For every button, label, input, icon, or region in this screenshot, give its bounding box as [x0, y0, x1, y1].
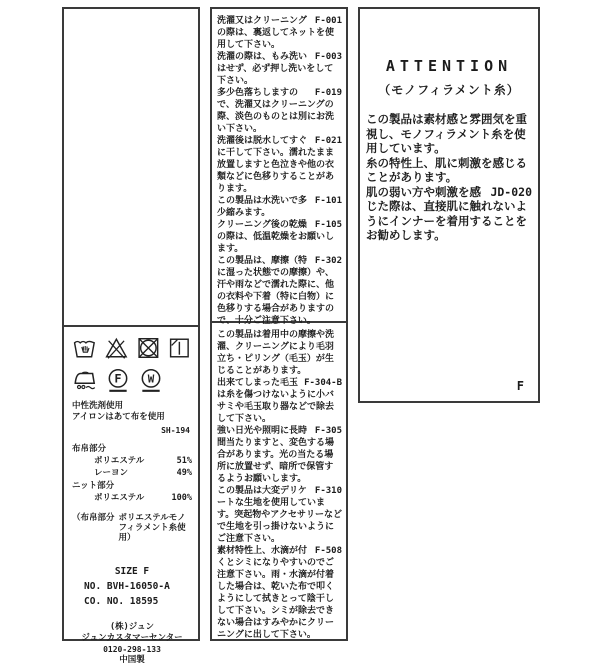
composition-panel — [62, 7, 200, 665]
composition-row — [94, 468, 192, 478]
material-name: レーヨン — [94, 468, 129, 478]
composition-row — [94, 456, 192, 466]
material-percent: 100% — [171, 493, 192, 503]
care-note-detergent: 中性洗剤使用 — [72, 401, 124, 411]
material-name: ポリエステル — [94, 456, 145, 466]
composition-note — [72, 513, 192, 543]
wet-clean-w-gentle-icon — [138, 367, 164, 393]
blank-area — [64, 9, 198, 327]
care-instruction-paragraph: F-021 洗濯後は脱水してすぐに干して下さい。濡れたまま放置しますと色泣きや他の衣類などに色移りすることがあります。 — [217, 136, 342, 194]
company-number: CO. NO. 18595 — [84, 596, 159, 607]
care-instruction-paragraph: JD-020 肌の弱い方や刺激を感じた際は、直接肌に触れないようにインナーを着用することをお勧めします。 — [366, 184, 532, 242]
care-instruction-paragraph: F-304-B 出来てしまった毛玉は糸を傷つけないように小バサミや毛玉取り器などで除去して下さい。 — [217, 378, 342, 424]
care-instructions-panel — [210, 7, 348, 641]
care-instruction-paragraph: F-019 多少色落ちしますので、洗濯又はクリーニングの際、淡色のものとは別にお洗い下さい。 — [217, 88, 342, 134]
care-instruction-paragraph: F-508 素材特性上、水滴が付くとシミになりやすいのでご注意下さい。雨・水滴が付着した場合は、乾いた布で叩くようにして拭きとって陰干しして下さい。シミが除去できない場合はすみやかにクリーニングに出して下さい。 — [217, 546, 342, 640]
attention-title: ATTENTION — [385, 57, 513, 75]
care-notes — [64, 399, 198, 422]
care-instruction-paragraph: F-001 洗濯又はクリーニングの際は、裏返してネットを使用して下さい。 — [217, 16, 342, 50]
maker-block — [72, 622, 192, 666]
care-instruction-paragraph: F-310 この製品は大変デリケートな生地を使用しています。突起物やアクセサリーなどで生地を引っ掛けないようにご注意下さい。 — [217, 486, 343, 544]
care-instruction-paragraph: F-101 この製品は水洗いで多少縮みます。 — [217, 196, 342, 218]
size-label: SIZE F — [114, 566, 150, 577]
material-percent: 49% — [176, 468, 192, 478]
composition-part-label: 布帛部分 — [72, 444, 107, 454]
attention-panel — [358, 7, 540, 403]
size-block — [72, 565, 192, 608]
material-percent: 51% — [176, 456, 192, 466]
attention-subtitle: （モノフィラメント糸） — [378, 83, 520, 97]
composition-row — [94, 493, 192, 503]
instruction-code: F-508 — [314, 546, 342, 556]
fabric-composition — [64, 435, 198, 666]
company-name: (株)ジュン — [109, 622, 155, 632]
composition-part-label: ニット部分 — [72, 481, 115, 491]
instruction-code: F-003 — [314, 52, 342, 62]
no-tumble-dry-icon — [136, 335, 161, 361]
care-instruction-paragraph: F-305 強い日光や照明に長時間当たりますと、変色する場合があります。光の当たる場所に放置せず、暗所で保管するようお願いします。 — [217, 426, 342, 484]
instruction-code: F-302 — [314, 256, 342, 266]
instruction-code: F-310 — [314, 486, 342, 496]
shade-hang-dry-icon — [167, 335, 192, 361]
care-instruction-paragraph: F-003 洗濯の際は、もみ洗いはせず、必ず押し洗いをして下さい。 — [217, 52, 342, 86]
care-note-iron: アイロンはあて布を使用 — [72, 411, 165, 422]
composition-note-text: ポリエステルモノフィラメント糸使用） — [118, 513, 186, 543]
care-symbols — [64, 327, 198, 393]
care-instructions-handling — [212, 323, 346, 640]
care-instruction-paragraph: 糸の特性上、肌に刺激を感じることがあります。 — [366, 155, 527, 184]
instruction-code: F-019 — [314, 88, 342, 98]
item-number: NO. BVH-16050-A — [84, 581, 170, 592]
instruction-code: F-001 — [314, 16, 342, 26]
instruction-code: JD-020 — [490, 184, 532, 199]
dry-clean-f-gentle-icon — [105, 367, 131, 393]
composition-note-part: （布帛部分 — [72, 513, 115, 523]
customer-center: ジュンカスタマーセンター — [81, 633, 183, 643]
care-symbols-row-2 — [72, 367, 192, 393]
svg-text:W: W — [147, 372, 155, 386]
instruction-code: F-021 — [314, 136, 342, 146]
hand-wash-icon — [72, 335, 97, 361]
care-instruction-paragraph: F-105 クリーニング後の乾燥の際は、低温乾燥をお願いします。 — [217, 220, 342, 254]
no-bleach-icon — [104, 335, 129, 361]
care-instruction-paragraph: この製品は着用中の摩擦や洗濯、クリーニングにより毛羽立ち・ピリング（毛玉）が生じることがあります。 — [217, 330, 335, 376]
instruction-code: F-305 — [314, 426, 342, 436]
care-instruction-paragraph: F-302 この製品は、摩擦（特に湿った状態での摩擦）や、汗や雨などで濡れた際に、他の衣料や下着（特に白物）に色移りする場合がありますので、十分ご注意下さい。 — [217, 256, 342, 326]
iron-with-cloth-icon — [72, 367, 98, 393]
label-code: SH-194 — [161, 426, 190, 435]
care-symbols-row-1 — [72, 335, 192, 361]
instruction-code: F-101 — [314, 196, 342, 206]
svg-text:F: F — [114, 371, 122, 386]
instruction-code: F-304-B — [304, 378, 342, 388]
phone-number: 0120-298-133 — [103, 645, 161, 654]
instruction-code: F-105 — [314, 220, 342, 230]
material-name: ポリエステル — [94, 493, 145, 503]
country-of-origin: 中国製 — [119, 655, 145, 665]
care-instructions-washing — [212, 9, 346, 326]
size-mark: F — [516, 379, 524, 393]
attention-body — [366, 112, 532, 243]
care-instruction-paragraph: この製品は素材感と雰囲気を重視し、モノフィラメント糸を使用しています。 — [366, 112, 527, 155]
